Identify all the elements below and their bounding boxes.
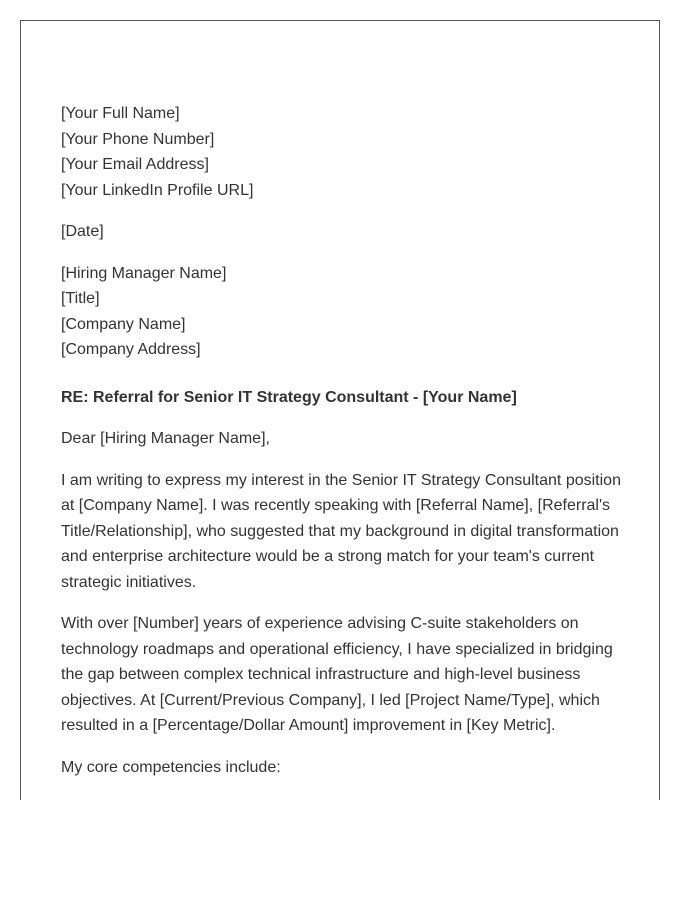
recipient-name: [Hiring Manager Name] xyxy=(61,264,227,282)
sender-phone: [Your Phone Number] xyxy=(61,130,215,148)
paragraph-line: technology roadmaps and operational efficiency, I have specialized in bridging xyxy=(61,640,613,658)
recipient-block xyxy=(61,261,631,363)
paragraph-line: the gap between complex technical infrastructure and high-level business xyxy=(61,666,581,683)
letter-content xyxy=(61,101,631,796)
paragraph-line: Title/Relationship], who suggested that my background in digital transformation xyxy=(61,522,619,540)
salutation: Dear [Hiring Manager Name], xyxy=(61,430,270,447)
paragraph-line: and enterprise architecture would be a strong match for your team's current xyxy=(61,548,595,565)
subject-line: RE: Referral for Senior IT Strategy Consultant - [Your Name] xyxy=(61,388,517,406)
sender-full-name: [Your Full Name] xyxy=(61,105,180,122)
letter-date: [Date] xyxy=(61,223,104,240)
body-paragraph-1 xyxy=(61,468,631,596)
date-block xyxy=(61,219,631,245)
paragraph-line: With over [Number] years of experience advising C-suite stakeholders on xyxy=(61,615,579,632)
recipient-company: [Company Name] xyxy=(61,315,186,333)
sender-block xyxy=(61,101,631,203)
paragraph-line: resulted in a [Percentage/Dollar Amount] improvement in [Key Metric]. xyxy=(61,717,556,734)
letter-page xyxy=(20,20,660,800)
paragraph-line: I am writing to express my interest in the Senior IT Strategy Consultant position xyxy=(61,471,621,489)
body-paragraph-2 xyxy=(61,611,631,739)
paragraph-line: strategic initiatives. xyxy=(61,573,197,591)
paragraph-line: at [Company Name]. I was recently speaking with [Referral Name], [Referral's xyxy=(61,497,611,514)
competencies-intro: My core competencies include: xyxy=(61,758,281,776)
recipient-title: [Title] xyxy=(61,290,100,307)
sender-linkedin: [Your LinkedIn Profile URL] xyxy=(61,181,254,199)
sender-email: [Your Email Address] xyxy=(61,156,209,173)
recipient-address: [Company Address] xyxy=(61,341,201,358)
paragraph-line: objectives. At [Current/Previous Company], I led [Project Name/Type], which xyxy=(61,691,600,709)
